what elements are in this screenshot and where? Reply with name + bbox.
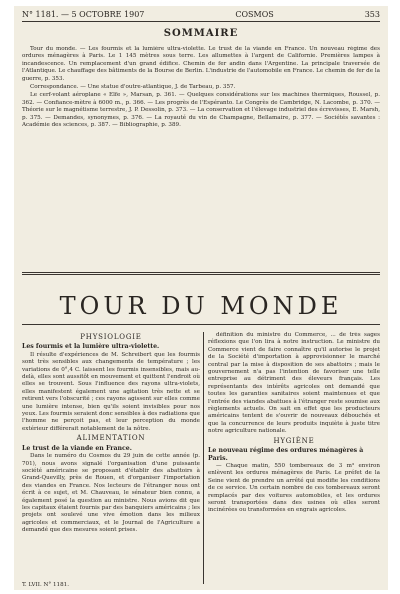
section-heading-alimentation: ALIMENTATION: [76, 434, 146, 443]
sommaire-title: SOMMAIRE: [163, 28, 239, 39]
article-title: Les fourmis et la lumière ultra-violette.: [22, 343, 160, 351]
running-header: [22, 8, 380, 20]
issue-number: N° 1181. — 5 OCTOBRE 1907: [22, 9, 145, 19]
sommaire-paragraph: Le cerf-volant aéroplane « Elfe », Marsan, p. 361. — Quelques considérations sur les machines thermiques, Roussel, p. 362. — Confiance-mètre à 6000 m., p. 366. — Les progrès de l'Espéranto. Le Congrès de Cambridge, N. Lacombe, p. 370. — Théorie sur le magnétisme terrestre, J. P. Dessolin, p. 373. — La conservation et l'élevage industriel des écrevisses, E. Marsh, p. 375. — Demandes, synonymes, p. 376. — La royauté du vin de Champagne, Bellamaire, p. 377. — Sociétés savantes : Académie des sciences, p. 387. — Bibliographie, p. 389.: [22, 92, 380, 129]
article-text: Il résulte d'expériences de M. Schreibert que les fourmis sont très sensibles aux changements de température ; les variations de 0°,4 C. laissent les fourmis insensibles, mais au-delà, elles sont aussitôt en mouvement et quittent l'endroit où elles se trouvent. Sous l'influence des rayons ultra-violets, elles manifestent également une agitation très nette et se retirent vers l'obscurité ; ces rayons agissent sur elles comme une lumière intense, bien qu'ils soient invisibles pour nos yeux. Les fourmis seraient donc sensibles à des radiations que l'homme ne perçoit pas, et leur perception du monde extérieur différerait notablement de la nôtre.: [22, 351, 200, 432]
sommaire-body: [22, 46, 380, 266]
section-rule-top: [22, 272, 380, 273]
page-number: 353: [364, 9, 380, 19]
article-text: définition du ministre du Commerce, ... de très sages réflexions que l'on lira à notre instruction. Le ministre du Commerce vient de faire connaître qu'il autorise le projet de la Société d'importation à approvisionner le marché central par la mise à disposition de ses abattoirs ; mais le gouvernement n'a pas l'intention de favoriser une telle entreprise au détriment des éleveurs français. Les représentants des intérêts agricoles ont demandé que toutes les garanties sanitaires soient maintenues et que l'entrée des viandes abattues à l'étranger reste soumise aux règlements actuels. On sait en effet que les producteurs américains tentent de s'ouvrir de nouveaux débouchés et que la concurrence de leurs produits inquiète à juste titre notre agriculture nationale.: [208, 332, 380, 435]
sommaire-paragraph: Tour du monde. — Les fourmis et la lumière ultra-violette. Le trust de la viande en France. Un nouveau régime des ordures ménagères à Paris. Le 1 145 mètres sous terre. Les allumettes à l'argent de Californie. Premières lampes à incandescence. Un remplacement d'un grand édifice. Chemin de fer andin dans l'Argentine. La principale traversée de l'Atlantique. Le chauffage des bâtiments de la Bourse de Berlin. L'industrie de l'automobile en France. Le chemin de fer de la guerre, p. 353.: [22, 46, 380, 82]
sommaire-paragraph: Correspondance. — Une statue d'outre-atlantique, J. de Tarbeau, p. 357.: [30, 84, 236, 91]
article-title: Le nouveau régime des ordures ménagères à Paris.: [208, 447, 364, 462]
left-column: [22, 332, 200, 588]
article-text: Dans le numéro du Cosmos du 29 juin de cette année (p. 701), nous avons signalé l'organisation d'une puissante société américaine se proposant d'établir des abattoirs à Grand-Quevilly, près de Rouen, et d'organiser l'importation des viandes en France. Nos lecteurs de l'étranger nous ont écrit à ce sujet, et M. Chauveau, le sénateur bien connu, a également posé la question au ministre. Nous avions dit que les capitaux étaient fournis par des banquiers américains ; les projets ont soulevé une vive émotion dans les milieux agricoles et commerciaux, et le Journal de l'Agriculture a demandé que des mesures soient prises.: [22, 453, 200, 534]
article-title: Le trust de la viande en France.: [22, 444, 132, 452]
section-heading-hygiene: HYGIÈNE: [273, 436, 315, 445]
section-rule-top-double: [22, 274, 380, 275]
journal-page: [14, 6, 388, 590]
tour-du-monde-heading: TOUR DU MONDE: [59, 292, 343, 320]
section-heading-physiologie: PHYSIOLOGIE: [80, 333, 142, 341]
header-rule: [22, 21, 380, 22]
journal-name: COSMOS: [235, 9, 274, 19]
right-column: [208, 332, 380, 588]
article-text: — Chaque matin, 550 tombereaux de 3 m³ environ enlèvent les ordures ménagères de Paris. Le préfet de la Seine vient de prendre un arrêté qui modifie les conditions de ce service. Un certain nombre de ces tombereaux seront remplacés par des voitures automobiles, et les ordures seront transportées dans des usines où elles seront incinérées ou transformées en engrais agricoles.: [208, 462, 380, 514]
volume-footer: T. LVII. N° 1181.: [22, 582, 70, 588]
column-divider: [203, 332, 204, 584]
section-rule-bottom: [22, 324, 380, 325]
